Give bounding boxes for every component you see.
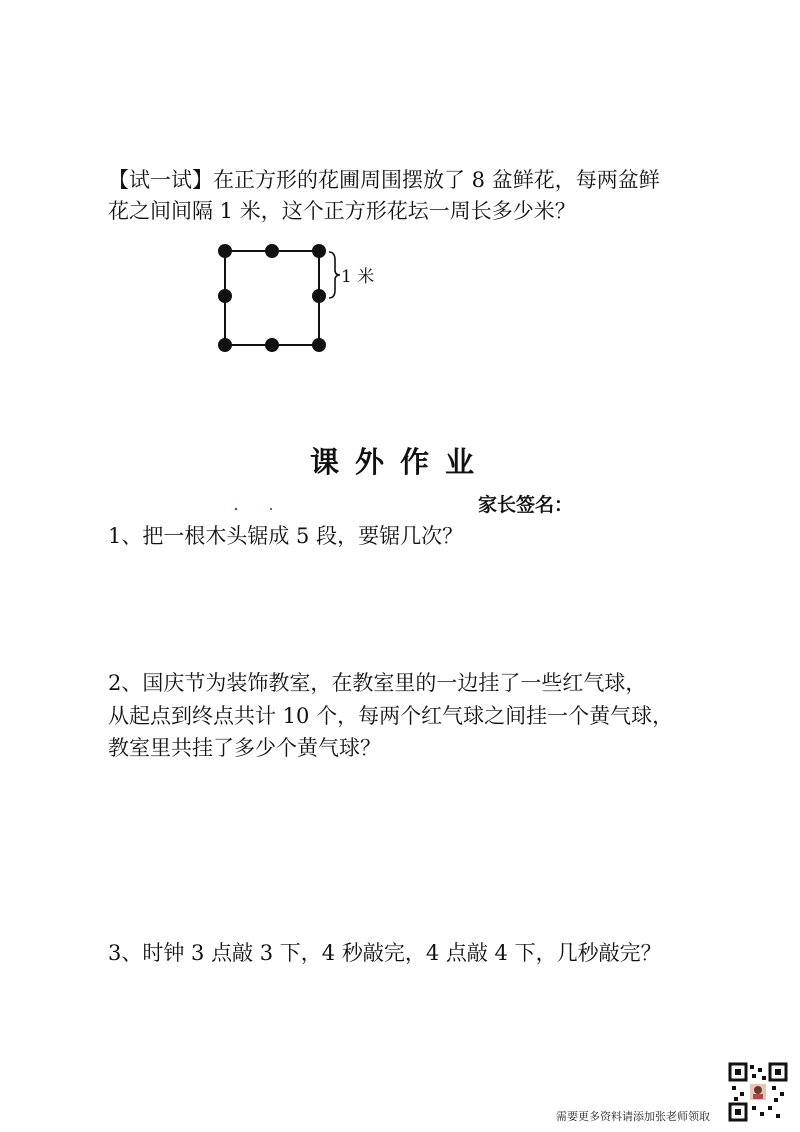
homework-title: 课外作业	[309, 445, 490, 479]
footer-note: 需要更多资料请添加张老师领取	[556, 1110, 710, 1123]
question-3: 3、时钟 3 点敲 3 下，4 秒敲完，4 点敲 4 下，几秒敲完？	[108, 941, 662, 965]
flower-pot-dot	[218, 244, 232, 258]
flower-pot-dot	[265, 244, 279, 258]
flower-pot-dot	[218, 338, 232, 352]
question-2-line-2: 从起点到终点共计 10 个，每两个红气球之间挂一个黄气球，	[108, 704, 674, 728]
trial-line-1: 【试一试】在正方形的花圃周围摆放了 8 盆鲜花，每两盆鲜	[108, 168, 660, 192]
trial-line-2: 花之间间隔 1 米，这个正方形花坛一周长多少米？	[108, 199, 576, 223]
flower-pot-dot	[312, 244, 326, 258]
flower-pot-dot	[312, 338, 326, 352]
distance-label: 1 米	[341, 267, 375, 287]
flowerbed-square	[225, 251, 319, 345]
square-flowerbed-diagram	[210, 238, 390, 360]
question-2-line-1: 2、国庆节为装饰教室，在教室里的一边挂了一些红气球，	[108, 671, 647, 695]
flower-pot-dot	[218, 289, 232, 303]
scan-specks	[234, 506, 274, 512]
parent-signature-label: 家长签名：	[478, 494, 574, 516]
flower-pot-dot	[312, 289, 326, 303]
question-2-line-3: 教室里共挂了多少个黄气球？	[108, 736, 381, 760]
qr-code-icon	[728, 1062, 788, 1122]
distance-brace	[329, 252, 340, 298]
question-1: 1、把一根木头锯成 5 段，要锯几次？	[108, 524, 464, 548]
flower-pot-dot	[265, 338, 279, 352]
